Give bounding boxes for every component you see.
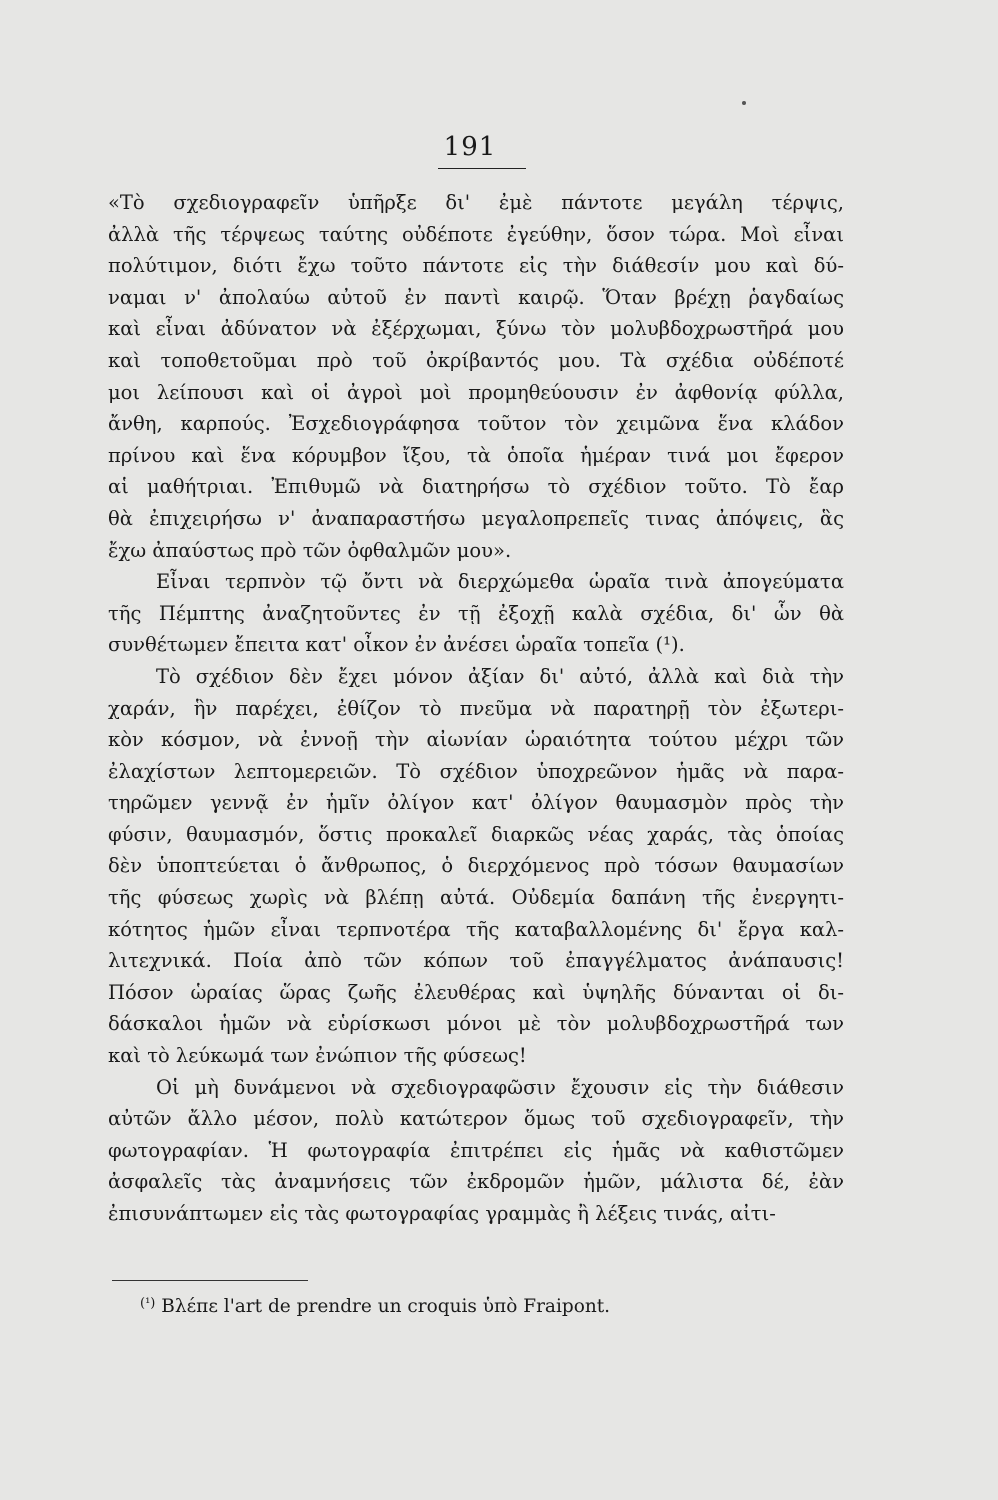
text-line: ναμαι ν' ἀπολαύω αὐτοῦ ἐν παντὶ καιρῷ. Ὅταν βρέχῃ ῥαγδαίως bbox=[108, 285, 844, 309]
footnote-mark: (¹) bbox=[140, 1296, 156, 1311]
text-line: ἐλαχίστων λεπτομερειῶν. Τὸ σχέδιον ὑποχρεῶνον ἡμᾶς νὰ παρα- bbox=[108, 759, 844, 783]
text-line: αὐτῶν ἄλλο μέσον, πολὺ κατώτερον ὅμως τοῦ σχεδιογραφεῖν, τὴν bbox=[108, 1107, 844, 1131]
text-line: χαράν, ἣν παρέχει, ἐθίζον τὸ πνεῦμα νὰ παρατηρῇ τὸν ἐξωτερι- bbox=[108, 696, 844, 720]
body-text bbox=[108, 187, 844, 1230]
text-line: πρίνου καὶ ἕνα κόρυμβον ἴξου, τὰ ὁποῖα ἡμέραν τινά μοι ἔφερον bbox=[108, 443, 844, 467]
text-line: τῆς φύσεως χωρὶς νὰ βλέπῃ αὐτά. Οὐδεμία δαπάνη τῆς ἐνεργητι- bbox=[108, 886, 844, 910]
text-line: «Τὸ σχεδιογραφεῖν ὑπῆρξε δι' ἐμὲ πάντοτε μεγάλη τέρψις, bbox=[108, 191, 844, 214]
text-line: φωτογραφίαν. Ἡ φωτογραφία ἐπιτρέπει εἰς ἡμᾶς νὰ καθιστῶμεν bbox=[108, 1138, 844, 1162]
footnote-rule bbox=[112, 1280, 308, 1281]
text-line: καὶ τοποθετοῦμαι πρὸ τοῦ ὀκρίβαντός μου. Τὰ σχέδια οὐδέποτέ bbox=[108, 348, 844, 372]
text-line: ἀσφαλεῖς τὰς ἀναμνήσεις τῶν ἐκδρομῶν ἡμῶν, μάλιστα δέ, ἐὰν bbox=[108, 1170, 844, 1194]
text-line: ἄνθη, καρπούς. Ἐσχεδιογράφησα τοῦτον τὸν χειμῶνα ἕνα κλάδον bbox=[108, 412, 844, 436]
text-line: λιτεχνικά. Ποία ἀπὸ τῶν κόπων τοῦ ἐπαγγέλματος ἀνάπαυσις! bbox=[108, 949, 844, 973]
text-line: Οἱ μὴ δυνάμενοι νὰ σχεδιογραφῶσιν ἔχουσιν εἰς τὴν διάθεσιν bbox=[156, 1075, 844, 1099]
page-number-rule bbox=[438, 168, 526, 169]
text-line: ἐπισυνάπτωμεν εἰς τὰς φωτογραφίας γραμμὰς ἢ λέξεις τινάς, αἰτι- bbox=[108, 1202, 776, 1225]
text-line: αἱ μαθήτριαι. Ἐπιθυμῶ νὰ διατηρήσω τὸ σχέδιον τοῦτο. Τὸ ἔαρ bbox=[108, 475, 844, 499]
text-line: δὲν ὑποπτεύεται ὁ ἄνθρωπος, ὁ διερχόμενος πρὸ τόσων θαυμασίων bbox=[108, 854, 844, 878]
text-line: τηρῶμεν γεννᾷ ἐν ἡμῖν ὀλίγον κατ' ὀλίγον θαυμασμὸν πρὸς τὴν bbox=[108, 791, 844, 815]
footnote-text: Βλέπε l'art de prendre un croquis ὑπὸ Fraipont. bbox=[161, 1296, 611, 1317]
footnote bbox=[140, 1296, 610, 1317]
text-line: καὶ τὸ λεύκωμά των ἐνώπιον τῆς φύσεως! bbox=[108, 1044, 527, 1068]
text-line: ἔχω ἀπαύστως πρὸ τῶν ὀφθαλμῶν μου». bbox=[108, 538, 512, 562]
text-line: Πόσον ὡραίας ὥρας ζωῆς ἐλευθέρας καὶ ὑψηλῆς δύνανται οἱ δι- bbox=[108, 980, 844, 1004]
text-line: δάσκαλοι ἡμῶν νὰ εὑρίσκωσι μόνοι μὲ τὸν μολυβδοχρωστῆρά των bbox=[108, 1012, 844, 1036]
page-number: 191 bbox=[443, 132, 497, 162]
text-line: Εἶναι τερπνὸν τῷ ὄντι νὰ διερχώμεθα ὡραῖα τινὰ ἀπογεύματα bbox=[156, 570, 844, 594]
text-line: πολύτιμον, διότι ἔχω τοῦτο πάντοτε εἰς τὴν διάθεσίν μου καὶ δύ- bbox=[108, 254, 844, 278]
text-line: τῆς Πέμπτης ἀναζητοῦντες ἐν τῇ ἐξοχῇ καλὰ σχέδια, δι' ὧν θὰ bbox=[108, 601, 844, 625]
text-line: φύσιν, θαυμασμόν, ὅστις προκαλεῖ διαρκῶς νέας χαράς, τὰς ὁποίας bbox=[108, 822, 844, 846]
text-line: Τὸ σχέδιον δὲν ἔχει μόνον ἀξίαν δι' αὐτό, ἀλλὰ καὶ διὰ τὴν bbox=[156, 664, 844, 688]
paper-speck bbox=[742, 101, 746, 105]
text-line: θὰ ἐπιχειρήσω ν' ἀναπαραστήσω μεγαλοπρεπεῖς τινας ἀπόψεις, ἃς bbox=[108, 506, 844, 530]
text-line: κότητος ἡμῶν εἶναι τερπνοτέρα τῆς καταβαλλομένης δι' ἔργα καλ- bbox=[108, 917, 844, 941]
text-line: συνθέτωμεν ἔπειτα κατ' οἶκον ἐν ἀνέσει ὡραῖα τοπεῖα (¹). bbox=[108, 633, 685, 657]
text-line: καὶ εἶναι ἀδύνατον νὰ ἐξέρχωμαι, ξύνω τὸν μολυβδοχρωστῆρά μου bbox=[108, 317, 844, 341]
text-line: μοι λείπουσι καὶ οἱ ἀγροὶ μοὶ προμηθεύουσιν ἐν ἀφθονίᾳ φύλλα, bbox=[108, 380, 844, 404]
text-line: κὸν κόσμον, νὰ ἐννοῇ τὴν αἰωνίαν ὡραιότητα τούτου μέχρι τῶν bbox=[108, 728, 844, 752]
text-line: ἀλλὰ τῆς τέρψεως ταύτης οὐδέποτε ἐγεύθην, ὅσον τώρα. Μοὶ εἶναι bbox=[108, 222, 844, 246]
